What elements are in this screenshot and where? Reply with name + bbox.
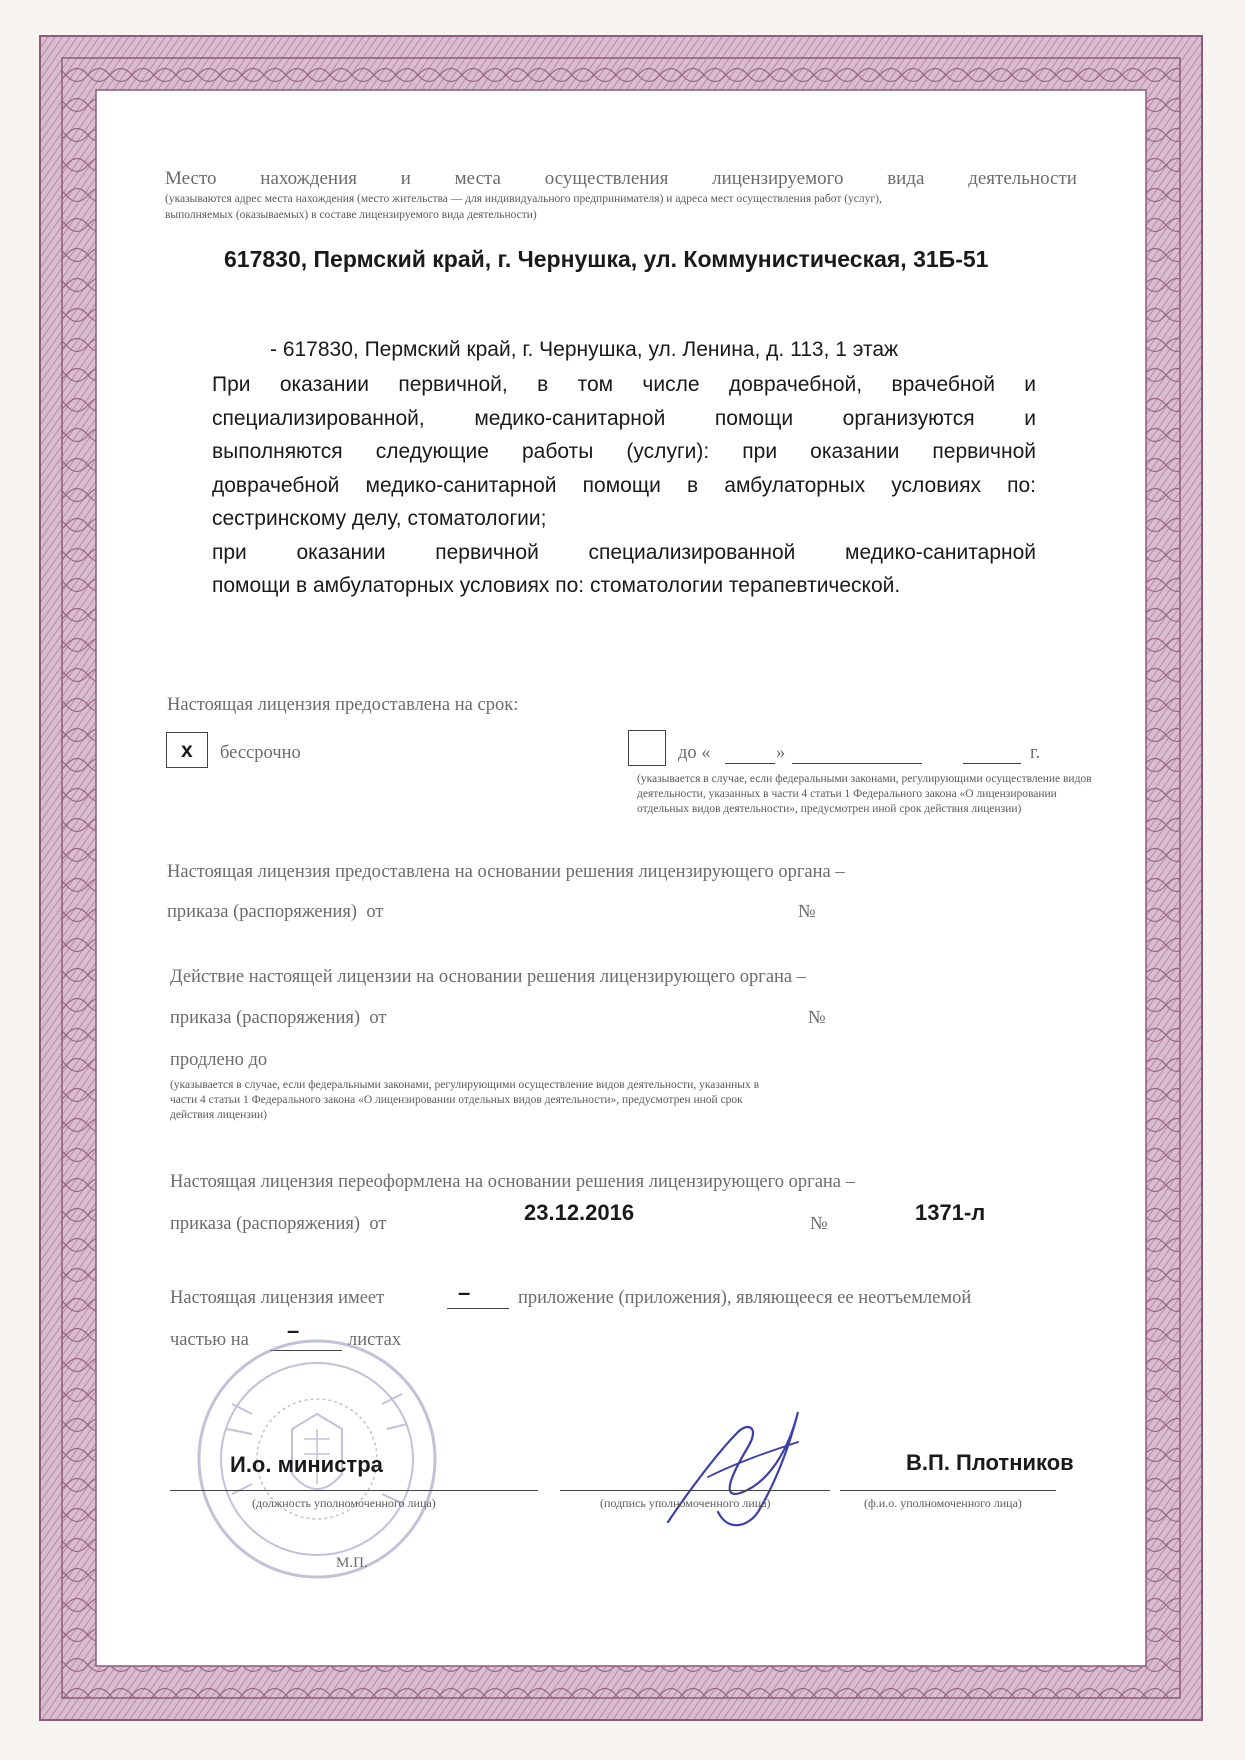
handwritten-signature <box>648 1392 818 1542</box>
extension-order-label: приказа (распоряжения) от <box>170 1008 387 1028</box>
header-note-1: (указываются адрес места нахождения (место жительства — для индивидуального предпринимателя) и адреса мест осуществления работ (услуг), <box>165 193 882 205</box>
reissue-line: Настоящая лицензия переоформлена на основании решения лицензирующего органа – <box>170 1172 855 1192</box>
checkbox-mark: x <box>181 739 193 762</box>
services-line: сестринскому делу, стоматологии; <box>212 507 547 530</box>
header-word: нахождения <box>260 168 357 189</box>
extended-until-label: продлено до <box>170 1050 268 1070</box>
extension-number-label: № <box>808 1008 826 1028</box>
appendix-sheets-label: листах <box>348 1330 402 1350</box>
header-word: осуществления <box>544 168 669 189</box>
main-address: 617830, Пермский край, г. Чернушка, ул. Коммунистическая, 31Б-51 <box>224 246 989 272</box>
activity-address: - 617830, Пермский край, г. Чернушка, ул. Ленина, д. 113, 1 этаж <box>270 338 899 361</box>
name-line <box>840 1490 1056 1491</box>
signature-line <box>560 1490 830 1491</box>
seal-label: М.П. <box>336 1555 368 1571</box>
term-note: (указывается в случае, если федеральными законами, регулирующими осуществление видов деятельности, указанных в части 4 статьи 1 Федерального закона «О лицензировании отдельных видов деятельности», предусмотрен иной срок действия лицензии) <box>637 773 1092 815</box>
appendix-count-line <box>447 1308 509 1309</box>
until-quote-close: » <box>776 743 786 763</box>
services-line: при оказании первичной специализированной медико-санитарной <box>212 540 1036 564</box>
header-title <box>165 168 1077 190</box>
services-paragraph <box>212 368 1036 603</box>
until-month-line <box>792 763 922 764</box>
term-heading: Настоящая лицензия предоставлена на срок: <box>167 695 519 715</box>
grant-basis-line: Настоящая лицензия предоставлена на основании решения лицензирующего органа – <box>167 862 845 882</box>
reissue-number-label: № <box>810 1214 828 1234</box>
services-line: специализированной, медико-санитарной помощи организуются и <box>212 406 1036 430</box>
indefinite-label: бессрочно <box>220 743 301 763</box>
year-suffix: г. <box>1030 743 1041 763</box>
appendix-count: – <box>458 1280 471 1305</box>
services-line: При оказании первичной, в том числе доврачебной, врачебной и <box>212 373 1036 396</box>
until-checkbox[interactable] <box>628 730 666 766</box>
signature-caption: (подпись уполномоченного лица) <box>600 1496 771 1510</box>
until-year-line <box>963 763 1021 764</box>
extension-note: (указывается в случае, если федеральными законами, регулирующими осуществление видов деятельности, указанных в части 4 статьи 1 Федерального закона «О лицензировании отдельных видов деятельности», предусмотрен иной срок действия лицензии) <box>170 1079 760 1121</box>
header-note-2: выполняемых (оказываемых) в составе лицензируемого вида деятельности) <box>165 209 537 221</box>
position-line <box>170 1490 538 1491</box>
signer-position: И.о. министра <box>230 1452 383 1477</box>
header-word: лицензируемого <box>712 168 844 189</box>
indefinite-checkbox[interactable] <box>166 732 208 768</box>
reissue-order-label: приказа (распоряжения) от <box>170 1214 387 1234</box>
header-word: места <box>454 168 501 189</box>
header-word: деятельности <box>968 168 1077 189</box>
header-word: и <box>400 168 411 189</box>
reissue-date: 23.12.2016 <box>524 1200 635 1225</box>
position-caption: (должность уполномоченного лица) <box>252 1496 436 1510</box>
appendix-text-before: Настоящая лицензия имеет <box>170 1288 385 1308</box>
header-word: Место <box>165 168 217 189</box>
services-line: выполняются следующие работы (услуги): при оказании первичной <box>212 440 1036 463</box>
appendix-text-after: приложение (приложения), являющееся ее неотъемлемой <box>518 1288 972 1308</box>
grant-order-label: приказа (распоряжения) от <box>167 902 384 922</box>
until-label: до « <box>678 743 711 763</box>
appendix-part-label: частью на <box>170 1330 249 1350</box>
reissue-number: 1371-л <box>915 1200 986 1225</box>
services-line: доврачебной медико-санитарной помощи в амбулаторных условиях по: <box>212 473 1036 497</box>
signer-name: В.П. Плотников <box>906 1450 1074 1475</box>
grant-number-label: № <box>798 902 816 922</box>
services-line: помощи в амбулаторных условиях по: стоматологии терапевтической. <box>212 574 901 597</box>
header-word: вида <box>887 168 925 189</box>
extension-line: Действие настоящей лицензии на основании решения лицензирующего органа – <box>170 967 807 987</box>
until-day-line <box>725 763 775 764</box>
name-caption: (ф.и.о. уполномоченного лица) <box>864 1496 1022 1510</box>
appendix-sheets: – <box>287 1318 300 1343</box>
